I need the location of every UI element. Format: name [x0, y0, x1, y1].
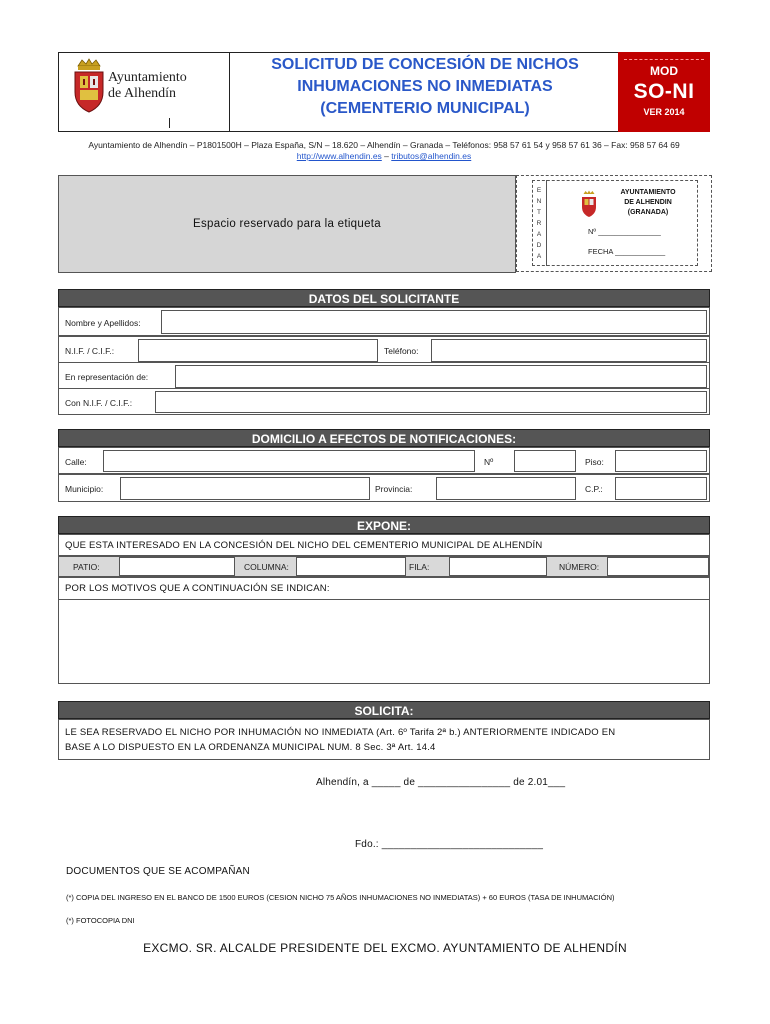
solicita-line2: BASE A LO DISPUESTO EN LA ORDENANZA MUNICIPAL NUM. 8 Sec. 3ª Art. 14.4: [65, 742, 436, 753]
title-line2: INHUMACIONES NO INMEDIATAS: [297, 78, 553, 95]
entrada-letter: T: [537, 209, 541, 216]
divider: [169, 118, 170, 128]
piso-field[interactable]: [615, 450, 707, 472]
row-municipio: [58, 474, 710, 502]
calle-field[interactable]: [103, 450, 475, 472]
piso-label: Piso:: [585, 457, 604, 467]
stamp-org-line: AYUNTAMIENTO: [620, 189, 676, 196]
row-ubicacion: [58, 556, 710, 577]
entrada-letter: N: [536, 198, 542, 205]
row-con-nif: [58, 388, 710, 415]
patio-field[interactable]: [119, 557, 235, 576]
title-line1: SOLICITUD DE CONCESIÓN DE NICHOS: [271, 56, 579, 73]
firma-line[interactable]: Fdo.: ____________________________: [355, 839, 544, 850]
logo-text: [108, 70, 187, 102]
fila-label: FILA:: [409, 562, 430, 572]
documento-2: (*) FOTOCOPIA DNI: [66, 916, 135, 925]
model-badge: [618, 52, 710, 132]
mod-code: SO-NI: [633, 80, 695, 103]
entrada-letter: A: [536, 253, 542, 260]
documento-1: (*) COPIA DEL INGRESO EN EL BANCO DE 1500 EUROS (CESION NICHO 75 AÑOS INHUMACIONES NO INMEDIATAS) + 60 EUROS (TASA DE INHUMACIÓN): [66, 893, 615, 902]
row-expone-text: [58, 534, 710, 556]
mod-version: VER 2014: [643, 107, 685, 117]
row-nif: [58, 336, 710, 364]
address-sep: –: [381, 151, 392, 161]
documentos-title: DOCUMENTOS QUE SE ACOMPAÑAN: [66, 866, 250, 877]
columna-label: COLUMNA:: [244, 562, 289, 572]
con-nif-field[interactable]: [155, 391, 707, 413]
motivos-box[interactable]: [58, 577, 710, 684]
row-solicita-text: [58, 719, 710, 760]
fecha-line[interactable]: Alhendín, a _____ de ________________ de 2.01___: [316, 777, 566, 788]
address-line: Ayuntamiento de Alhendín – P1801500H – Plaza España, S/N – 18.620 – Alhendín – Granada – Teléfonos: 958 57 61 54 y 958 57 61 36 – Fax: 958 57 64 69: [88, 140, 680, 150]
solicita-text: [65, 725, 615, 755]
nombre-label: Nombre y Apellidos:: [65, 318, 141, 328]
email-link[interactable]: tributos@alhendin.es: [391, 151, 472, 161]
columna-field[interactable]: [296, 557, 406, 576]
label-area-text: Espacio reservado para la etiqueta: [193, 218, 381, 230]
stamp-coat-of-arms-icon: [580, 190, 598, 218]
mod-label: MOD: [650, 64, 678, 78]
fila-field[interactable]: [449, 557, 547, 576]
section-expone-title: EXPONE:: [58, 516, 710, 534]
section-solicita-title: SOLICITA:: [58, 701, 710, 719]
logo-line2: de Alhendín: [108, 86, 177, 101]
form-title: [232, 54, 618, 120]
provincia-label: Provincia:: [375, 484, 413, 494]
nombre-field[interactable]: [161, 310, 707, 334]
row-calle: [58, 447, 710, 474]
entrada-letter: E: [536, 187, 542, 194]
patio-label: PATIO:: [73, 562, 100, 572]
destinatario: EXCMO. SR. ALCALDE PRESIDENTE DEL EXCMO. AYUNTAMIENTO DE ALHENDÍN: [143, 941, 627, 955]
nif-field[interactable]: [138, 339, 378, 362]
stamp-org-line: (GRANADA): [627, 209, 669, 216]
stamp-org-line: DE ALHENDIN: [624, 199, 672, 206]
row-nombre: [58, 307, 710, 336]
section-solicitante-title: DATOS DEL SOLICITANTE: [58, 289, 710, 307]
stamp-date: FECHA ____________: [588, 247, 666, 256]
row-representacion: [58, 362, 710, 390]
numero-label: NÚMERO:: [559, 562, 600, 572]
coat-of-arms-icon: [72, 58, 106, 114]
stamp-divider: [546, 180, 547, 266]
calle-label: Calle:: [65, 457, 87, 467]
entrada-letter: A: [536, 231, 542, 238]
provincia-field[interactable]: [436, 477, 576, 500]
motivos-divider: [59, 599, 709, 600]
municipio-label: Municipio:: [65, 484, 104, 494]
num-label: Nº: [484, 457, 494, 467]
cp-field[interactable]: [615, 477, 707, 500]
title-line3: (CEMENTERIO MUNICIPAL): [320, 100, 530, 117]
representacion-field[interactable]: [175, 365, 707, 388]
nif-label: N.I.F. / C.I.F.:: [65, 346, 115, 356]
expone-line1: QUE ESTA INTERESADO EN LA CONCESIÓN DEL NICHO DEL CEMENTERIO MUNICIPAL DE ALHENDÍN: [65, 540, 543, 551]
address-block: [58, 140, 710, 162]
telefono-field[interactable]: [431, 339, 707, 362]
motivos-label: POR LOS MOTIVOS QUE A CONTINUACIÓN SE INDICAN:: [65, 583, 330, 594]
solicita-line1: LE SEA RESERVADO EL NICHO POR INHUMACIÓN NO INMEDIATA (Art. 6º Tarifa 2ª b.) ANTERIORMENTE INDICADO EN: [65, 727, 616, 738]
stamp-number: Nº _______________: [588, 227, 661, 236]
num-field[interactable]: [514, 450, 576, 472]
telefono-label: Teléfono:: [384, 346, 419, 356]
representacion-label: En representación de:: [65, 372, 149, 382]
municipio-field[interactable]: [120, 477, 370, 500]
con-nif-label: Con N.I.F. / C.I.F.:: [65, 398, 133, 408]
stamp-org: [610, 188, 686, 218]
website-link[interactable]: http://www.alhendin.es: [296, 151, 382, 161]
entrada-letter: R: [536, 220, 542, 227]
logo-line1: Ayuntamiento: [108, 70, 187, 85]
entrada-letter: D: [536, 242, 542, 249]
numero-field[interactable]: [607, 557, 709, 576]
cp-label: C.P.:: [585, 484, 603, 494]
section-domicilio-title: DOMICILIO A EFECTOS DE NOTIFICACIONES:: [58, 429, 710, 447]
entrada-vertical: [534, 185, 544, 262]
